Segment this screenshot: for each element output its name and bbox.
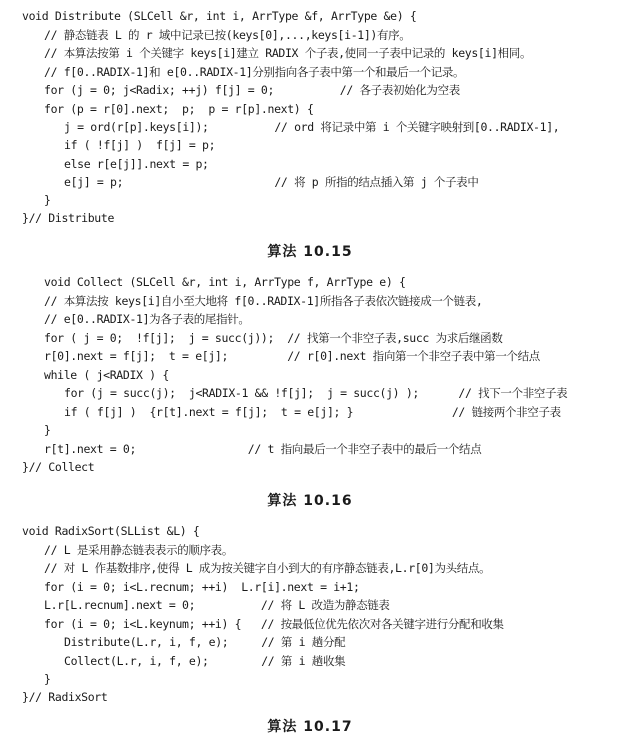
code-line: void Collect (SLCell &r, int i, ArrType f, ArrType e) {	[44, 275, 406, 289]
code-comment: // f[0..RADIX-1]和 e[0..RADIX-1]分别指向各子表中第一个和最后一个记录。	[44, 65, 465, 79]
code-comment: // 对 L 作基数排序,使得 L 成为按关键字自小到大的有序静态链表,L.r[0]为头结点。	[44, 561, 491, 575]
code-line: }	[44, 423, 51, 437]
code-comment: // e[0..RADIX-1]为各子表的尾指针。	[44, 312, 250, 326]
algorithm-caption: 算法 10.16	[267, 493, 353, 509]
code-line: }	[44, 193, 51, 207]
code-comment: // 本算法按第 i 个关键字 keys[i]建立 RADIX 个子表,使同一子表中记录的 keys[i]相同。	[44, 46, 532, 60]
code-line: j = ord(r[p].keys[i]); // ord 将记录中第 i 个关键字映射到[0..RADIX-1],	[64, 120, 560, 134]
algorithm-caption: 算法 10.15	[267, 244, 353, 260]
code-line: for ( j = 0; !f[j]; j = succ(j)); // 找第一个非空子表,succ 为求后继函数	[44, 331, 503, 345]
code-line: for (p = r[0].next; p; p = r[p].next) {	[44, 102, 314, 116]
code-line: Distribute(L.r, i, f, e); // 第 i 趟分配	[64, 635, 346, 649]
code-line: else r[e[j]].next = p;	[64, 157, 209, 171]
code-line: r[0].next = f[j]; t = e[j]; // r[0].next 指向第一个非空子表中第一个结点	[44, 349, 540, 363]
code-line: }// Distribute	[22, 211, 115, 225]
code-comment: // 静态链表 L 的 r 域中记录已按(keys[0],...,keys[i-1])有序。	[44, 28, 411, 42]
code-line: for (i = 0; i<L.recnum; ++i) L.r[i].next = i+1;	[44, 580, 360, 594]
code-line: for (j = succ(j); j<RADIX-1 && !f[j]; j = succ(j) ); // 找下一个非空子表	[64, 386, 568, 400]
code-line: for (i = 0; i<L.keynum; ++i) { // 按最低位优先依次对各关键字进行分配和收集	[44, 617, 504, 631]
code-line: void Distribute (SLCell &r, int i, ArrType &f, ArrType &e) {	[22, 9, 417, 23]
code-line: if ( f[j] ) {r[t].next = f[j]; t = e[j]; } // 链接两个非空子表	[64, 405, 561, 419]
code-line: for (j = 0; j<Radix; ++j) f[j] = 0; // 各子表初始化为空表	[44, 83, 460, 97]
code-line: }// Collect	[22, 460, 95, 474]
code-line: }// RadixSort	[22, 690, 108, 704]
code-line: if ( !f[j] ) f[j] = p;	[64, 138, 216, 152]
algorithm-caption: 算法 10.17	[267, 719, 353, 735]
code-line: while ( j<RADIX ) {	[44, 368, 169, 382]
code-line: L.r[L.recnum].next = 0; // 将 L 改造为静态链表	[44, 598, 390, 612]
code-line: r[t].next = 0; // t 指向最后一个非空子表中的最后一个结点	[44, 442, 482, 456]
code-comment: // 本算法按 keys[i]自小至大地将 f[0..RADIX-1]所指各子表依次链接成一个链表,	[44, 294, 483, 308]
code-line: Collect(L.r, i, f, e); // 第 i 趟收集	[64, 654, 346, 668]
code-line: }	[44, 672, 51, 686]
code-comment: // L 是采用静态链表表示的顺序表。	[44, 543, 233, 557]
code-line: void RadixSort(SLList &L) {	[22, 524, 200, 538]
code-line: e[j] = p; // 将 p 所指的结点插入第 j 个子表中	[64, 175, 479, 189]
